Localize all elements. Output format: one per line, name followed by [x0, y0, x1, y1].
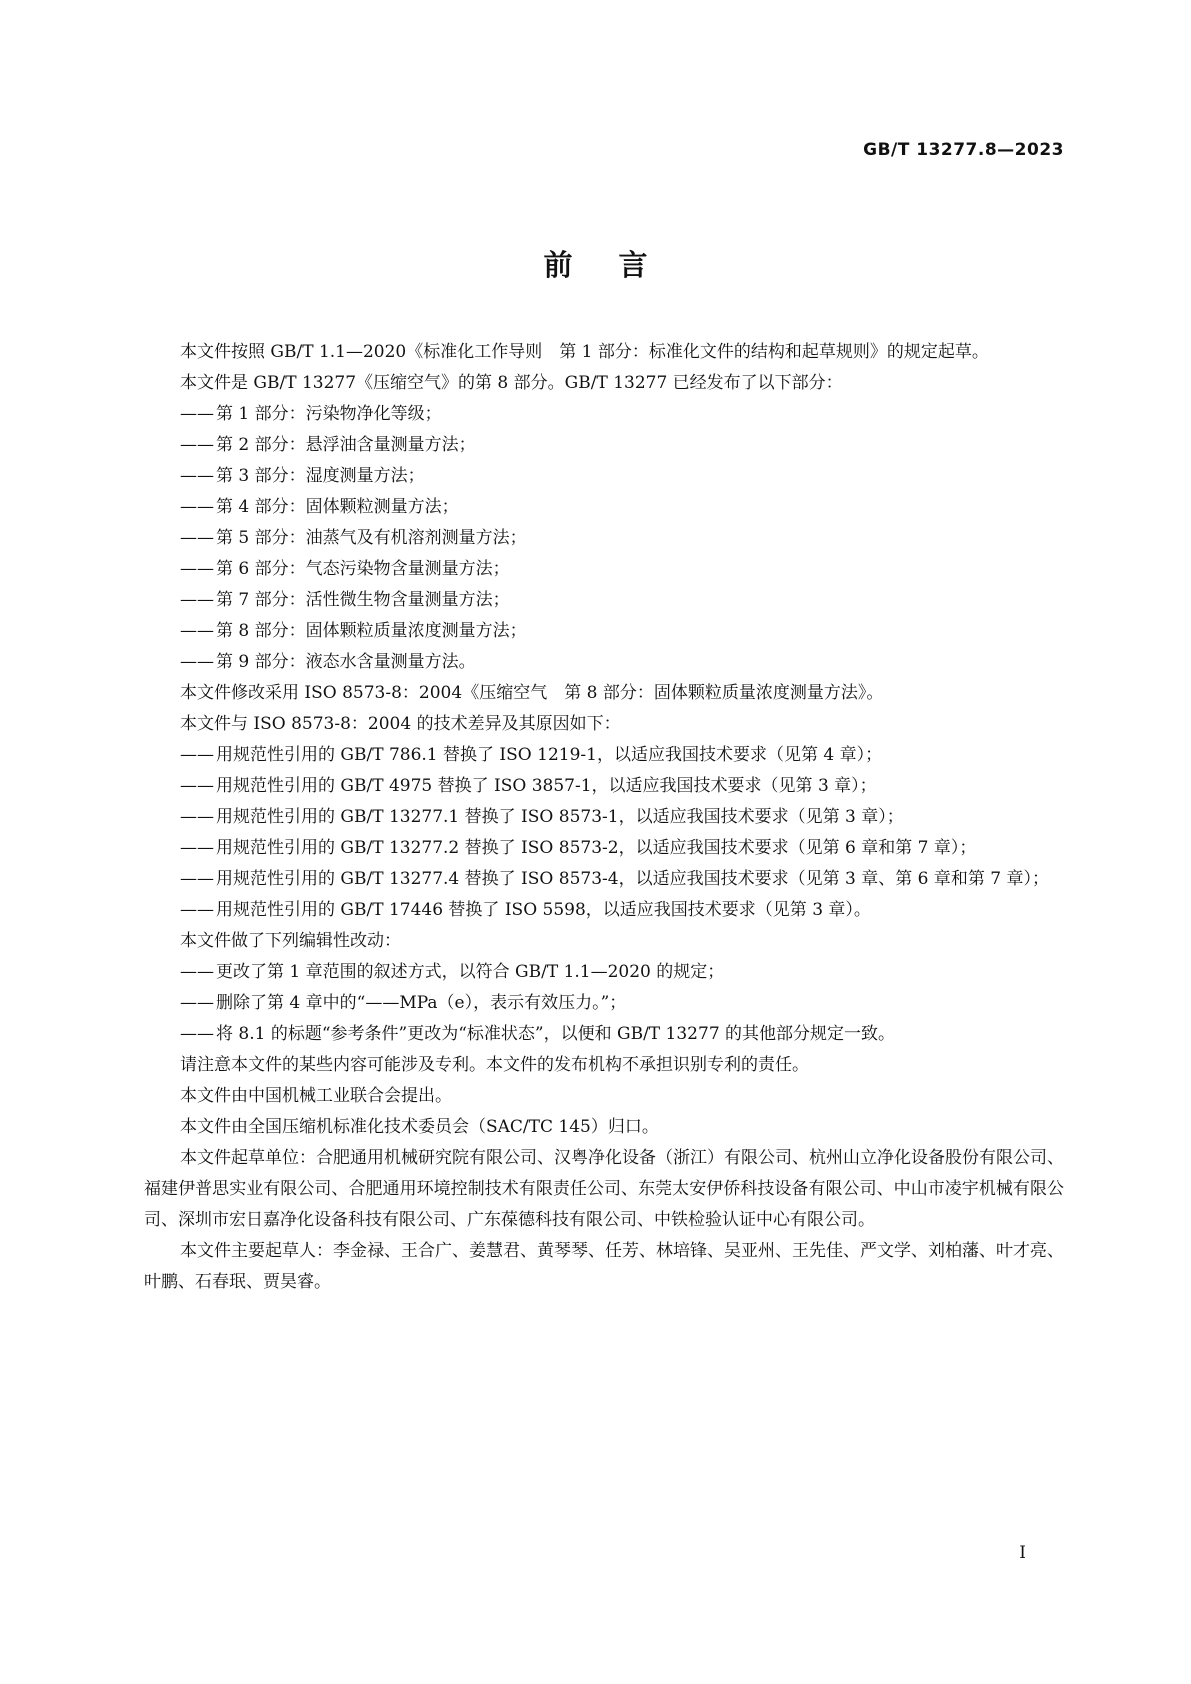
list-item: —— 第 3 部分：湿度测量方法；: [144, 461, 1064, 492]
list-item: —— 第 4 部分：固体颗粒测量方法；: [144, 492, 1064, 523]
page-number: I: [1019, 1543, 1026, 1563]
preface-body: [144, 337, 1064, 1298]
paragraph-edits-intro: 本文件做了下列编辑性改动：: [180, 931, 401, 951]
dash-mark: ——: [180, 621, 214, 641]
page-title: 前言: [543, 248, 694, 282]
dash-mark: ——: [180, 652, 214, 672]
list-item: —— 用规范性引用的 GB/T 4975 替换了 ISO 3857-1，以适应我国技术要求（见第 3 章）；: [144, 771, 1064, 802]
dash-mark: ——: [180, 559, 214, 579]
list-item: —— 第 1 部分：污染物净化等级；: [144, 399, 1064, 430]
dash-mark: ——: [180, 745, 214, 765]
dash-mark: ——: [180, 807, 214, 827]
list-item: —— 用规范性引用的 GB/T 17446 替换了 ISO 5598，以适应我国技术要求（见第 3 章）。: [144, 895, 1064, 926]
paragraph-drafters: 本文件主要起草人：李金禄、王合广、姜慧君、黄琴琴、任芳、林培锋、吴亚州、王先佳、严文学、刘柏藩、叶才亮、叶鹏、石春珉、贾昊睿。: [144, 1241, 1064, 1292]
list-item: —— 更改了第 1 章范围的叙述方式，以符合 GB/T 1.1—2020 的规定；: [144, 957, 1064, 988]
list-item: —— 用规范性引用的 GB/T 13277.4 替换了 ISO 8573-4，以适应我国技术要求（见第 3 章、第 6 章和第 7 章）；: [144, 864, 1064, 895]
dash-mark: ——: [180, 528, 214, 548]
paragraph-proposer: 本文件由中国机械工业联合会提出。: [180, 1086, 452, 1106]
list-item: —— 第 9 部分：液态水含量测量方法。: [144, 647, 1064, 678]
paragraph-committee: 本文件由全国压缩机标准化技术委员会（SAC/TC 145）归口。: [180, 1117, 659, 1137]
list-item: —— 第 5 部分：油蒸气及有机溶剂测量方法；: [144, 523, 1064, 554]
dash-mark: ——: [180, 1024, 214, 1044]
dash-mark: ——: [180, 993, 214, 1013]
standard-code: GB/T 13277.8—2023: [863, 140, 1064, 160]
list-item: —— 第 8 部分：固体颗粒质量浓度测量方法；: [144, 616, 1064, 647]
dash-mark: ——: [180, 435, 214, 455]
dash-mark: ——: [180, 869, 214, 889]
paragraph-differences-intro: 本文件与 ISO 8573-8：2004 的技术差异及其原因如下：: [180, 714, 621, 734]
paragraph-series-intro: 本文件是 GB/T 13277《压缩空气》的第 8 部分。GB/T 13277 已经发布了以下部分：: [180, 373, 843, 393]
dash-mark: ——: [180, 962, 214, 982]
paragraph-drafting-units: 本文件起草单位：合肥通用机械研究院有限公司、汉粤净化设备（浙江）有限公司、杭州山立净化设备股份有限公司、福建伊普思实业有限公司、合肥通用环境控制技术有限责任公司、东莞太安伊侨科技设备有限公司、中山市凌宇机械有限公司、深圳市宏日嘉净化设备科技有限公司、广东葆德科技有限公司、中铁检验认证中心有限公司。: [144, 1148, 1064, 1230]
dash-mark: ——: [180, 590, 214, 610]
list-item: —— 将 8.1 的标题“参考条件”更改为“标准状态”，以便和 GB/T 13277 的其他部分规定一致。: [144, 1019, 1064, 1050]
list-item: —— 第 6 部分：气态污染物含量测量方法；: [144, 554, 1064, 585]
dash-mark: ——: [180, 497, 214, 517]
dash-mark: ——: [180, 466, 214, 486]
dash-mark: ——: [180, 776, 214, 796]
list-item: —— 用规范性引用的 GB/T 13277.2 替换了 ISO 8573-2，以适应我国技术要求（见第 6 章和第 7 章）；: [144, 833, 1064, 864]
list-item: —— 用规范性引用的 GB/T 13277.1 替换了 ISO 8573-1，以适应我国技术要求（见第 3 章）；: [144, 802, 1064, 833]
dash-mark: ——: [180, 404, 214, 424]
list-item: —— 第 7 部分：活性微生物含量测量方法；: [144, 585, 1064, 616]
list-item: —— 用规范性引用的 GB/T 786.1 替换了 ISO 1219-1，以适应我国技术要求（见第 4 章）；: [144, 740, 1064, 771]
paragraph-adoption: 本文件修改采用 ISO 8573-8：2004《压缩空气 第 8 部分：固体颗粒质量浓度测量方法》。: [180, 683, 884, 703]
list-item: —— 删除了第 4 章中的“——MPa（e），表示有效压力。”；: [144, 988, 1064, 1019]
paragraph-drafting-basis: 本文件按照 GB/T 1.1—2020《标准化工作导则 第 1 部分：标准化文件的结构和起草规则》的规定起草。: [180, 342, 989, 362]
paragraph-patent-notice: 请注意本文件的某些内容可能涉及专利。本文件的发布机构不承担识别专利的责任。: [180, 1055, 809, 1075]
dash-mark: ——: [180, 900, 214, 920]
list-item: —— 第 2 部分：悬浮油含量测量方法；: [144, 430, 1064, 461]
dash-mark: ——: [180, 838, 214, 858]
